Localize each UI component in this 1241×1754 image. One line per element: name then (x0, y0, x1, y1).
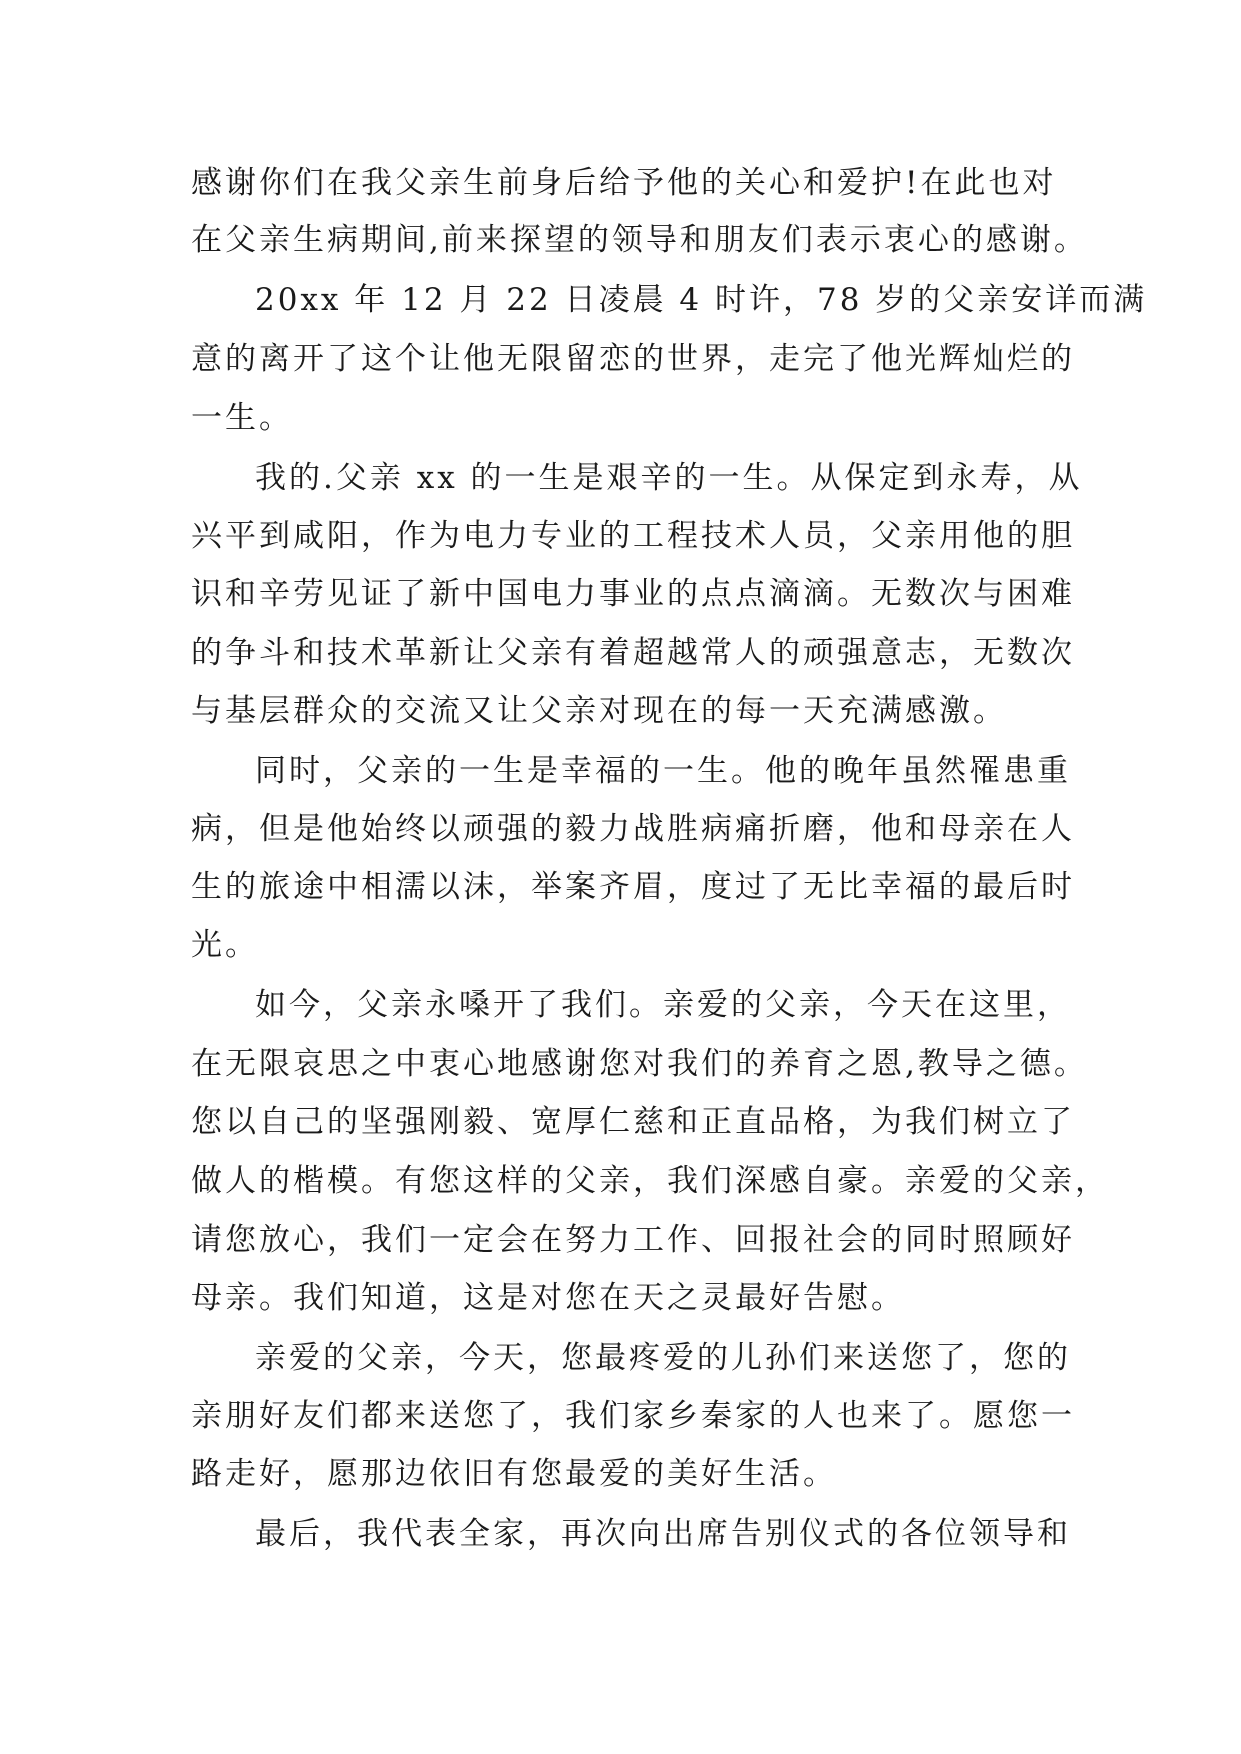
text-line: 您以自己的坚强刚毅、宽厚仁慈和正直品格，为我们树立了 (191, 1104, 1075, 1140)
text-line: 请您放心，我们一定会在努力工作、回报社会的同时照顾好 (191, 1222, 1075, 1258)
text-line: 意的离开了这个让他无限留恋的世界，走完了他光辉灿烂的 (191, 341, 1075, 377)
text-line: 最后，我代表全家，再次向出席告别仪式的各位领导和 (255, 1516, 1071, 1552)
text-line: 在父亲生病期间,前来探望的领导和朋友们表示衷心的感谢。 (191, 222, 1088, 258)
text-line: 光。 (191, 927, 259, 963)
text-line: 病，但是他始终以顽强的毅力战胜病痛折磨，他和母亲在人 (191, 811, 1075, 847)
text-line: 生的旅途中相濡以沫，举案齐眉，度过了无比幸福的最后时 (191, 869, 1075, 905)
text-line: 同时，父亲的一生是幸福的一生。他的晚年虽然罹患重 (255, 753, 1071, 789)
text-line: 20xx 年 12 月 22 日凌晨 4 时许，78 岁的父亲安详而满 (255, 282, 1148, 318)
text-line: 亲爱的父亲，今天，您最疼爱的儿孙们来送您了，您的 (255, 1340, 1071, 1376)
text-line: 与基层群众的交流又让父亲对现在的每一天充满感激。 (191, 693, 1007, 729)
text-line: 路走好，愿那边依旧有您最爱的美好生活。 (191, 1456, 837, 1492)
text-line: 兴平到咸阳，作为电力专业的工程技术人员，父亲用他的胆 (191, 518, 1075, 554)
text-line: 母亲。我们知道，这是对您在天之灵最好告慰。 (191, 1280, 905, 1316)
text-line: 做人的楷模。有您这样的父亲，我们深感自豪。亲爱的父亲， (191, 1163, 1109, 1199)
text-line: 识和辛劳见证了新中国电力事业的点点滴滴。无数次与困难 (191, 576, 1075, 612)
text-line: 的争斗和技术革新让父亲有着超越常人的顽强意志，无数次 (191, 635, 1075, 671)
text-line: 亲朋好友们都来送您了，我们家乡秦家的人也来了。愿您一 (191, 1398, 1075, 1434)
text-line: 一生。 (191, 400, 293, 436)
text-line: 我的.父亲 xx 的一生是艰辛的一生。从保定到永寿，从 (255, 460, 1083, 496)
text-line: 在无限哀思之中衷心地感谢您对我们的养育之恩,教导之德。 (191, 1046, 1088, 1082)
text-line: 感谢你们在我父亲生前身后给予他的关心和爱护!在此也对 (191, 165, 1057, 201)
text-line: 如今，父亲永嗓开了我们。亲爱的父亲，今天在这里， (255, 987, 1071, 1023)
